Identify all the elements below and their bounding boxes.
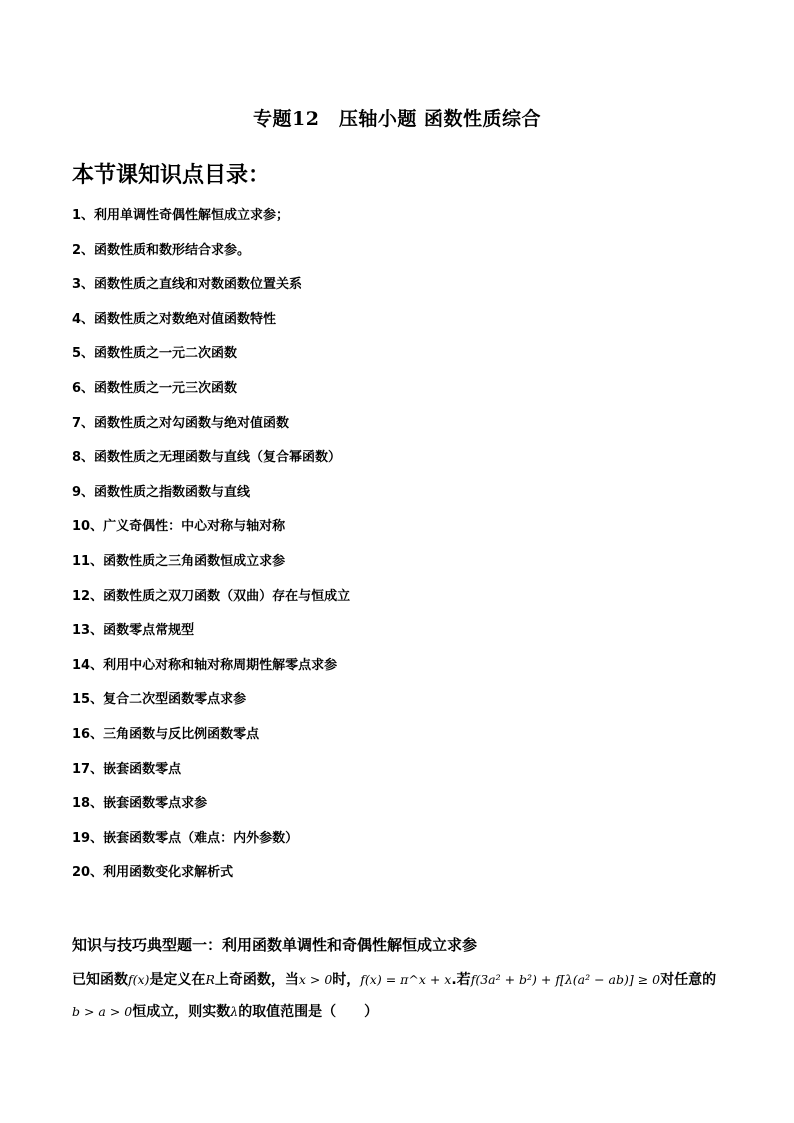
toc-item: 19、嵌套函数零点（难点：内外参数） bbox=[72, 830, 299, 846]
toc-item: 7、函数性质之对勾函数与绝对值函数 bbox=[72, 415, 290, 431]
problem-line-2: b > a > 0恒成立，则实数λ的取值范围是（ ） bbox=[72, 1004, 379, 1020]
toc-item: 5、函数性质之一元二次函数 bbox=[72, 346, 238, 362]
section-heading: 知识与技巧典型题一：利用函数单调性和奇偶性解恒成立求参 bbox=[72, 936, 478, 954]
math-fx: f(x) bbox=[128, 972, 150, 987]
toc-item: 15、复合二次型函数零点求参 bbox=[72, 692, 247, 708]
toc-item: 12、函数性质之双刀函数（双曲）存在与恒成立 bbox=[72, 588, 351, 604]
toc-item: 4、函数性质之对数绝对值函数特性 bbox=[72, 311, 277, 327]
problem-text bbox=[72, 964, 732, 1028]
math-R: R bbox=[205, 972, 215, 987]
toc-item: 6、函数性质之一元三次函数 bbox=[72, 380, 238, 396]
math-inequality: f(3a² + b²) + f[λ(a² − ab)] ≥ 0 bbox=[470, 972, 661, 987]
toc-item: 17、嵌套函数零点 bbox=[72, 761, 182, 777]
toc-item: 13、函数零点常规型 bbox=[72, 623, 195, 639]
toc-item: 9、函数性质之指数函数与直线 bbox=[72, 484, 251, 500]
document-title: 专题12 压轴小题 函数性质综合 bbox=[252, 108, 542, 130]
toc-item: 8、函数性质之无理函数与直线（复合幂函数） bbox=[72, 450, 342, 466]
math-lambda: λ bbox=[230, 1004, 239, 1019]
toc-item: 14、利用中心对称和轴对称周期性解零点求参 bbox=[72, 657, 338, 673]
math-x-positive: x > 0 bbox=[298, 972, 333, 987]
toc-list bbox=[72, 205, 350, 897]
toc-item: 18、嵌套函数零点求参 bbox=[72, 796, 208, 812]
toc-item: 2、函数性质和数形结合求参。 bbox=[72, 242, 251, 258]
math-b-gt-a: b > a > 0 bbox=[72, 1004, 133, 1019]
toc-item: 3、函数性质之直线和对数函数位置关系 bbox=[72, 277, 303, 293]
toc-heading: 本节课知识点目录： bbox=[72, 162, 271, 188]
toc-item: 10、广义奇偶性：中心对称与轴对称 bbox=[72, 519, 286, 535]
math-f-definition: f(x) = π^x + x bbox=[360, 972, 452, 987]
problem-line-1: 已知函数f(x)是定义在R上奇函数，当x > 0时，f(x) = π^x + x.若f(3a² + b²) + f[λ(a² − ab)] ≥ 0对任意的 bbox=[72, 972, 717, 988]
toc-item: 11、函数性质之三角函数恒成立求参 bbox=[72, 553, 286, 569]
toc-item: 20、利用函数变化求解析式 bbox=[72, 865, 234, 881]
toc-item: 16、三角函数与反比例函数零点 bbox=[72, 726, 260, 742]
toc-item: 1、利用单调性奇偶性解恒成立求参； bbox=[72, 208, 290, 223]
